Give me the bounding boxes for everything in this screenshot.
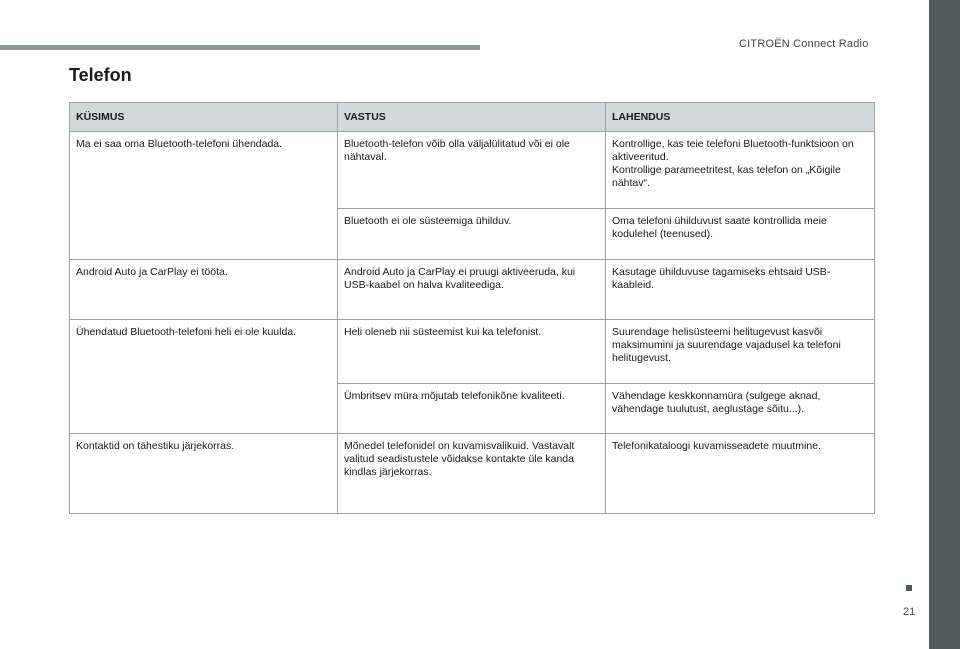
table-row bbox=[70, 260, 875, 320]
question-cell: Ühendatud Bluetooth-telefoni heli ei ole kuulda. bbox=[70, 320, 338, 384]
question-cell bbox=[70, 384, 338, 434]
table-row bbox=[70, 320, 875, 384]
solution-cell: Vähendage keskkonnamüra (sulgege aknad, vähendage tuulutust, aeglustage sõitu...). bbox=[606, 384, 875, 434]
question-cell: Android Auto ja CarPlay ei tööta. bbox=[70, 260, 338, 320]
solution-cell: Suurendage helisüsteemi helitugevust kasvõi maksimumini ja suurendage vajadusel ka telefoni helitugevust. bbox=[606, 320, 875, 384]
answer-cell: Android Auto ja CarPlay ei pruugi aktiveeruda, kui USB-kaabel on halva kvaliteediga. bbox=[338, 260, 606, 320]
table-row bbox=[70, 434, 875, 514]
answer-cell: Mõnedel telefonidel on kuvamisvalikuid. Vastavalt valitud seadistustele võidakse kontakte üle kanda kindlas järjekorras. bbox=[338, 434, 606, 514]
page-marker-icon bbox=[906, 585, 912, 591]
solution-line: Kontrollige, kas teie telefoni Bluetooth-funktsioon on aktiveeritud. Kontrollige parameetritest, kas telefon on „Kõigile nähtav“. bbox=[612, 138, 854, 189]
question-cell: Kontaktid on tähestiku järjekorras. bbox=[70, 434, 338, 514]
column-header-question: KÜSIMUS bbox=[70, 103, 338, 132]
answer-cell: Bluetooth ei ole süsteemiga ühilduv. bbox=[338, 209, 606, 260]
page-number: 21 bbox=[903, 606, 916, 618]
question-cell: Ma ei saa oma Bluetooth-telefoni ühendada. bbox=[70, 132, 338, 209]
solution-cell bbox=[606, 132, 875, 209]
solution-cell: Oma telefoni ühilduvust saate kontrollida meie kodulehel (teenused). bbox=[606, 209, 875, 260]
page-title: Telefon bbox=[69, 65, 132, 85]
table-row bbox=[70, 209, 875, 260]
solution-cell: Telefonikataloogi kuvamisseadete muutmine. bbox=[606, 434, 875, 514]
table-row bbox=[70, 384, 875, 434]
question-cell bbox=[70, 209, 338, 260]
answer-cell: Heli oleneb nii süsteemist kui ka telefonist. bbox=[338, 320, 606, 384]
column-header-answer: VASTUS bbox=[338, 103, 606, 132]
brand-header: CITROËN Connect Radio bbox=[739, 38, 869, 50]
answer-cell: Ümbritsev müra mõjutab telefonikõne kvaliteeti. bbox=[338, 384, 606, 434]
solution-cell: Kasutage ühilduvuse tagamiseks ehtsaid USB-kaableid. bbox=[606, 260, 875, 320]
top-accent-bar bbox=[0, 45, 480, 50]
table-row bbox=[70, 132, 875, 209]
column-header-solution: LAHENDUS bbox=[606, 103, 875, 132]
troubleshooting-table bbox=[69, 102, 875, 514]
answer-cell: Bluetooth-telefon võib olla väljalülitatud või ei ole nähtaval. bbox=[338, 132, 606, 209]
table-header-row bbox=[70, 103, 875, 132]
side-accent-bar bbox=[929, 0, 960, 649]
